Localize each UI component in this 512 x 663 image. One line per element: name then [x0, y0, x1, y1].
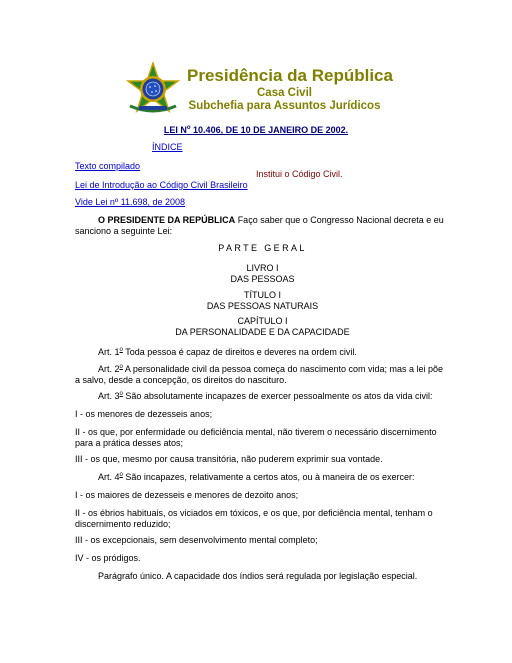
- texto-compilado-link[interactable]: Texto compilado: [75, 161, 141, 171]
- article-4-item-iii: III - os excepcionais, sem desenvolvimento mental completo;: [75, 535, 318, 545]
- page-title: Presidência da República: [187, 66, 393, 85]
- article-4-item-ii: II - os ébrios habituais, os viciados em tóxicos, e os que, por deficiência mental, tenham o discernimento reduzido;: [75, 508, 433, 529]
- article-4-sup: o: [119, 472, 123, 478]
- article-4-label: Art. 4: [98, 472, 120, 482]
- article-1: [75, 347, 450, 358]
- capitulo-heading: [75, 316, 450, 337]
- article-3-item-i: I - os menores de dezesseis anos;: [75, 409, 213, 419]
- preamble-paragraph: [75, 215, 450, 237]
- article-4-text: São incapazes, relativamente a certos atos, ou à maneira de os exercer:: [122, 472, 415, 482]
- article-1-label: Art. 1: [98, 347, 120, 357]
- article-3-label: Art. 3: [98, 391, 120, 401]
- article-2: [75, 364, 450, 386]
- article-4-item-i: I - os maiores de dezesseis e menores de dezoito anos;: [75, 490, 299, 500]
- capitulo-name: DA PERSONALIDADE E DA CAPACIDADE: [175, 326, 350, 337]
- parte-heading: PARTE GERAL: [218, 243, 307, 253]
- article-2-label: Art. 2: [98, 364, 120, 374]
- article-2-sup: o: [119, 364, 123, 370]
- article-2-text: A personalidade civil da pessoa começa do nascimento com vida; mas a lei põe a salvo, desde a concepção, os direitos do nascituro.: [75, 364, 444, 385]
- indice-link[interactable]: ÍNDICE: [152, 142, 183, 152]
- titulo-heading: [75, 290, 450, 311]
- article-1-sup: o: [119, 347, 123, 353]
- article-3-text: São absolutamente incapazes de exercer pessoalmente os atos da vida civil:: [122, 391, 433, 401]
- livro-number: LIVRO I: [246, 263, 279, 273]
- law-title-link[interactable]: [0, 125, 512, 135]
- livro-heading: [75, 263, 450, 284]
- vide-lei-link[interactable]: Vide Lei nº 11.698, de 2008: [75, 197, 186, 207]
- article-1-text: Toda pessoa é capaz de direitos e deveres na ordem civil.: [122, 347, 357, 357]
- preamble-bold: O PRESIDENTE DA REPÚBLICA: [98, 215, 236, 225]
- titulo-number: TÍTULO I: [243, 290, 281, 300]
- article-4-paragrafo: [75, 571, 450, 582]
- article-4-paragrafo-text: Parágrafo único. A capacidade dos índios será regulada por legislação especial.: [98, 571, 418, 581]
- lei-introducao-link[interactable]: Lei de Introdução ao Código Civil Brasileiro: [75, 180, 248, 190]
- article-3-sup: o: [119, 391, 123, 397]
- article-4: [75, 472, 450, 483]
- article-4-item-iv: IV - os pródigos.: [75, 553, 141, 563]
- brazil-coat-of-arms-icon: [126, 62, 180, 116]
- law-ementa: Institui o Código Civil.: [256, 169, 343, 179]
- article-3-item-ii: II - os que, por enfermidade ou deficiência mental, não tiverem o necessário discernimento para a prática desses atos;: [75, 427, 437, 448]
- titulo-name: DAS PESSOAS NATURAIS: [206, 300, 319, 311]
- preamble-text: Faço saber que o Congresso Nacional decreta e eu sanciono a seguinte Lei:: [75, 215, 444, 236]
- header-subtitle-subchefia: Subchefia para Assuntos Jurídicos: [188, 100, 381, 112]
- article-3: [75, 391, 450, 402]
- law-title-prefix: LEI N: [163, 125, 187, 135]
- law-title-sup: o: [186, 125, 191, 131]
- header-subtitle-casa-civil: Casa Civil: [257, 87, 312, 99]
- capitulo-number: CAPÍTULO I: [237, 316, 288, 326]
- livro-name: DAS PESSOAS: [230, 273, 295, 284]
- law-title-rest: 10.406, DE 10 DE JANEIRO DE 2002.: [190, 125, 349, 135]
- article-3-item-iii: III - os que, mesmo por causa transitória, não puderem exprimir sua vontade.: [75, 454, 383, 464]
